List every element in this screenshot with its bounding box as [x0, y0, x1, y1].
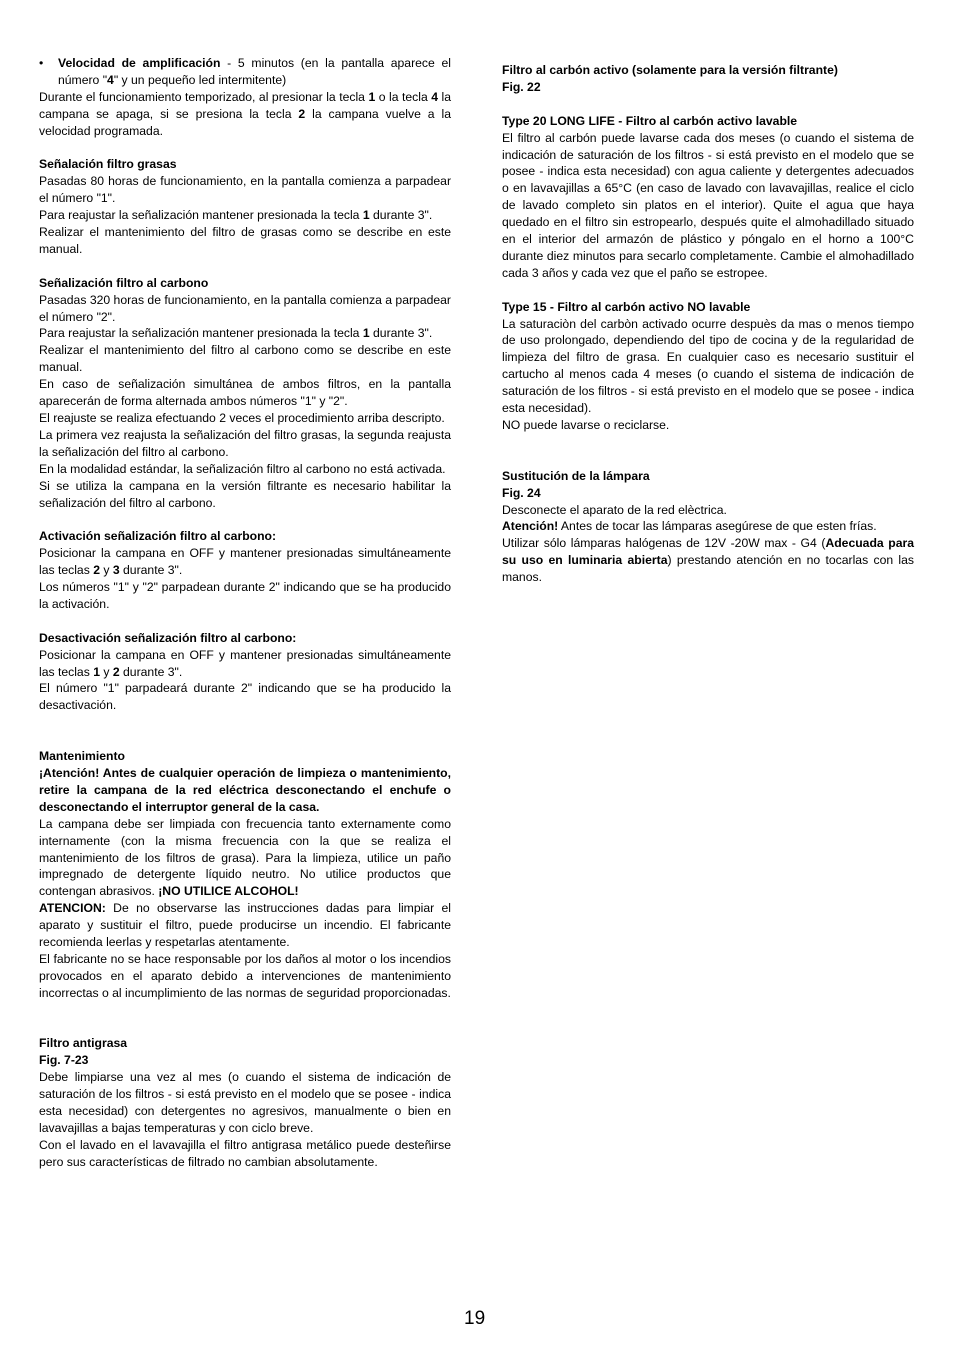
text: Antes de tocar las lámparas asegúrese de que esten frías.: [558, 519, 877, 534]
grease-signal-p2: [39, 207, 451, 224]
maintenance-p2: [39, 900, 451, 951]
key-1: 1: [362, 326, 370, 341]
amplification-text-end: " y un pequeño led intermitente): [113, 72, 287, 87]
no-alcohol-warning: ¡NO UTILICE ALCOHOL!: [158, 884, 299, 899]
suitability-note: Adecuada para su uso en luminaria abierta: [502, 536, 914, 568]
text: Utilizar sólo lámparas halógenas de 12V -20W max - G4 (: [502, 536, 826, 551]
maintenance-heading: Mantenimiento: [39, 749, 125, 764]
text: La campana debe ser limpiada con frecuencia tanto externamente como internamente (con la misma frecuencia con la que se realiza el mantenimiento de los filtros de grasa). Para la limpieza, utilice un paño impregnado de detergente líquido neutro. No utilice productos que contengan abrasivos.: [39, 816, 451, 899]
grease-filter-fig: Fig. 7-23: [39, 1053, 89, 1068]
text: y: [99, 664, 113, 679]
type20-heading: Type 20 LONG LIFE - Filtro al carbón activo lavable: [502, 113, 798, 128]
type20-p1: El filtro al carbón puede lavarse cada dos meses (o cuando el sistema de indicación de saturación de los filtros - si está previsto en el modelo que se posee - indica esta necesidad) con agua caliente y detergentes adecuados o en lavavajillas a 65°C (en caso de lavado con lavavajillas, realice el ciclo de lavado completo sin platos en el interior). Quite el agua que haya quedado en el filtro sin estropearlo, después quite el almohadillado situado en el interior del armazón de plástico y póngalo en el horno a 100°C durante diez minutos para secarlo completamente. Cambie el almohadillado cada 3 años y cada vez que el paño se estropee.: [502, 130, 914, 280]
timed-text: Durante el funcionamiento temporizado, al presionar la tecla: [39, 89, 369, 104]
bullet-marker: •: [39, 56, 44, 70]
text: durante 3".: [369, 208, 433, 223]
key-1: 1: [368, 89, 376, 104]
timed-text: la campana vuelve a la velocidad programada.: [39, 106, 451, 138]
text: De no observarse las instrucciones dadas para limpiar el aparato y sustituir el filtro, puede producirse un incendio. El fabricante recomienda leerlas y respetarlas atentamente.: [39, 901, 451, 950]
atencion-label: Atención!: [502, 519, 559, 534]
key-3: 3: [112, 563, 120, 578]
carbon-signal-p1: Pasadas 320 horas de funcionamiento, en la pantalla comienza a parpadear el número "2".: [39, 292, 451, 324]
key-1: 1: [93, 664, 100, 679]
lamp-heading: Sustitución de la lámpara: [502, 468, 650, 483]
grease-signal-heading: Señalación filtro grasas: [39, 157, 177, 172]
carbon-signal-p6: La primera vez reajusta la señalización del filtro grasas, la segunda reajusta la señalización del filtro al carbono.: [39, 427, 451, 459]
carbon-signal-p5: El reajuste se realiza efectuando 2 veces el procedimiento arriba descripto.: [39, 411, 445, 425]
text: durante 3".: [119, 563, 183, 578]
lamp-p3: [502, 535, 914, 586]
text: durante 3".: [119, 664, 183, 679]
key-4: 4: [431, 89, 439, 104]
grease-signal-p3: Realizar el mantenimiento del filtro de grasas como se describe en este manual.: [39, 225, 451, 256]
timed-text: o la tecla: [375, 89, 432, 104]
lamp-p2: [502, 518, 914, 535]
text: y: [99, 563, 113, 578]
grease-signal-p1: Pasadas 80 horas de funcionamiento, en la pantalla comienza a parpadear el número "1".: [39, 174, 451, 206]
carbon-signal-p3: Realizar el mantenimiento del filtro al carbono como se describe en este manual.: [39, 343, 451, 375]
type15-p1: La saturaciòn del carbòn activado ocurre despuès da mas o menos tiempo de uso prolongado, dependiendo del tipo de cocina y de la regularidad de limpieza del filtro de grasa. En cualquier caso es necesario sustituir el cartucho al menos cada 4 meses (o cuando el sistema de indicación de saturación de los filtros - si está previsto en el modelo que se posee - indica esta necesidad).: [502, 316, 914, 416]
maintenance-p1: [39, 816, 451, 901]
page-number: 19: [464, 1308, 486, 1329]
type15-p2: NO puede lavarse o reciclarse.: [502, 418, 670, 432]
text: durante 3".: [369, 326, 433, 341]
carbon-signal-p2: [39, 325, 451, 342]
right-column: [502, 62, 914, 586]
carbon-filter-heading: Filtro al carbón activo (solamente para la versión filtrante): [502, 63, 838, 77]
carbon-signal-p8: Si se utiliza la campana en la versión filtrante es necesario habilitar la señalización del filtro al carbono.: [39, 478, 451, 510]
text: Para reajustar la señalización mantener presionada la tecla: [39, 326, 363, 341]
activation-heading: Activación señalización filtro al carbono:: [39, 529, 277, 544]
maintenance-p3: El fabricante no se hace responsable por los daños al motor o los incendios provocados en el aparato debido a intervenciones de mantenimiento incorrectas o al incumplimiento de las normas de seguridad proporcionadas.: [39, 951, 451, 1000]
timed-text: la campana se apaga, si se presiona la tecla: [39, 89, 451, 121]
amplification-text: - 5 minutos (en la pantalla aparece el número ": [58, 56, 451, 87]
carbon-signal-heading: Señalización filtro al carbono: [39, 275, 209, 290]
activation-p2: Los números "1" y "2" parpadean durante 2" indicando que se ha producido la activación.: [39, 580, 451, 611]
text: Posicionar la campana en OFF y mantener presionadas simultáneamente las teclas: [39, 546, 451, 578]
text: Para reajustar la señalización mantener presionada la tecla: [39, 208, 363, 223]
text: Posicionar la campana en OFF y mantener presionadas simultáneamente las teclas: [39, 647, 451, 679]
lamp-p1: Desconecte el aparato de la red elèctrica.: [502, 502, 727, 517]
deactivation-heading: Desactivación señalización filtro al carbono:: [39, 630, 297, 645]
grease-filter-p1: Debe limpiarse una vez al mes (o cuando el sistema de indicación de saturación de los filtros - si está previsto en el modelo que se posee - indica esta necesidad) con detergentes no agresivos, manualmente o bien en lavavajillas a bajas temperaturas y con ciclo breve.: [39, 1070, 451, 1135]
activation-p1: [39, 545, 451, 579]
amplification-bullet: [39, 55, 451, 89]
atencion-label: ATENCION:: [39, 901, 106, 916]
text: ) prestando atención en no tocarlas con las manos.: [502, 553, 915, 585]
deactivation-p1: [39, 647, 451, 681]
carbon-signal-p7: En la modalidad estándar, la señalización filtro al carbono no está activada.: [39, 461, 446, 476]
key-2: 2: [298, 106, 306, 121]
maintenance-warning: ¡Atención! Antes de cualquier operación de limpieza o mantenimiento, retire la campana de la red eléctrica desconectando el enchufe o desconectando el interruptor general de la casa.: [39, 765, 451, 814]
grease-filter-p2: Con el lavado en el lavavajilla el filtro antigrasa metálico puede desteñirse pero sus características de filtrado no cambian absolutamente.: [39, 1137, 451, 1169]
carbon-signal-p4: En caso de señalización simultánea de ambos filtros, en la pantalla aparecerán de forma alternada ambos números "1" y "2".: [39, 377, 451, 409]
amplification-number: 4: [107, 72, 114, 87]
lamp-fig: Fig. 24: [502, 485, 541, 500]
carbon-filter-fig: Fig. 22: [502, 79, 541, 94]
timed-operation-paragraph: [39, 89, 451, 140]
grease-filter-heading: Filtro antigrasa: [39, 1036, 128, 1051]
key-2: 2: [112, 664, 120, 679]
left-column: [39, 55, 451, 1171]
amplification-label: Velocidad de amplificación: [58, 56, 221, 70]
key-1: 1: [362, 208, 370, 223]
type15-heading: Type 15 - Filtro al carbón activo NO lavable: [502, 299, 751, 314]
deactivation-p2: El número "1" parpadeará durante 2" indicando que se ha producido la desactivación.: [39, 681, 451, 713]
key-2: 2: [93, 563, 100, 578]
